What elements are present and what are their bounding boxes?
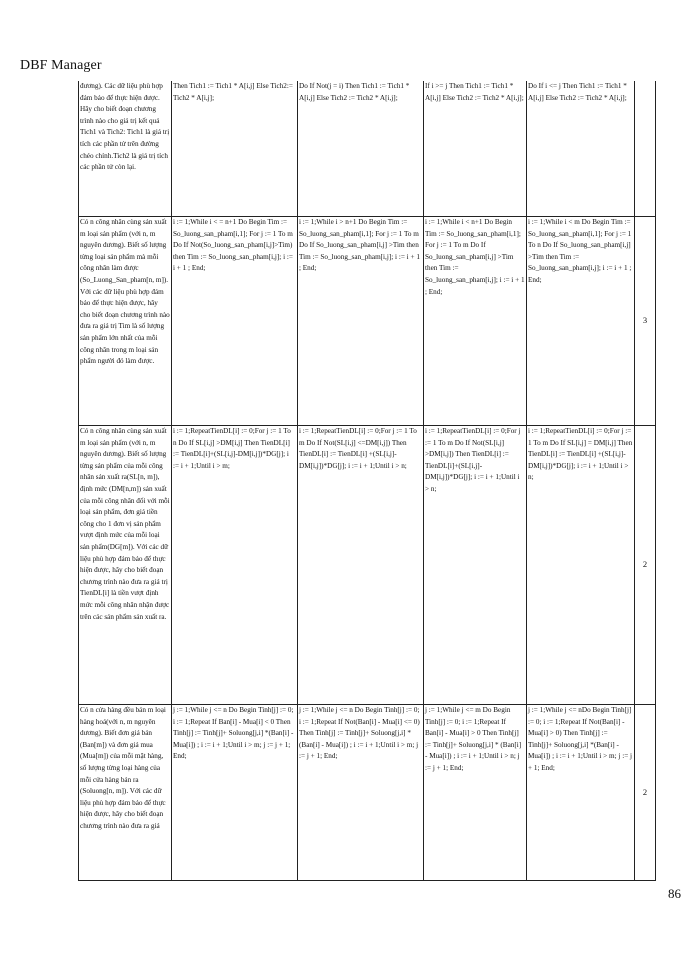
question-table [78,81,656,881]
table-row [79,81,656,217]
answer-value: 3 [642,315,648,326]
option-text: If i >= j Then Tich1 := Tich1 * A[i,j] Else Tich2 := Tich2 * A[i,j]; [425,82,524,102]
option-cell-2 [298,426,424,705]
answer-cell [635,81,656,217]
option-text: i := 1;While i < n+1 Do Begin Tim := So_luong_san_pham[i,1]; For j := 1 To m Do If So_luong_san_pham[i,j] >Tim then Tim := So_luong_san_pham[i,j]; i := i + 1 ; End; [425,218,525,296]
option-cell-4 [527,426,635,705]
option-cell-2 [298,217,424,426]
table-row [79,705,656,881]
option-text: i := 1;RepeatTienDL[i] := 0;For j := 1 To m Do If Not(SL[i,j] <=DM[i,j]) Then TienDL[i] := TienDL[i] +(SL[i,j]-DM[i,j])*DG[j]; i := i + 1;Until i > n; [299,427,417,470]
option-cell-4 [527,81,635,217]
page-number: 86 [668,886,681,901]
option-text: j := 1;While j <= m Do Begin Tinh[j] := 0; i := 1;Repeat If Ban[i] - Mua[i] > 0 Then Tinh[j] := Tinh[j]+ Soluong[j,i] * (Ban[i] - Mua[i]) ; i := i + 1;Until i > n; j := j + 1; End; [425,706,522,772]
option-text: j := 1;While j <= nDo Begin Tinh[j] := 0; i := 1;Repeat If Not(Ban[i] - Mua[i] > 0) Then Tinh[j] := Tinh[j]+ Soluong[j,i] *(Ban[i] - Mua[i]) ; i := i + 1;Until i > m; j := j + 1; End; [528,706,633,772]
app-title: DBF Manager [20,58,102,73]
option-cell-3 [424,426,527,705]
question-cell [79,705,172,881]
answer-cell [635,426,656,705]
option-cell-3 [424,217,527,426]
option-text: i := 1;While i > n+1 Do Begin Tim := So_luong_san_pham[i,1]; For j := 1 To m Do If So_luong_san_pham[i,j] >Tim then Tim := So_luong_san_pham[i,j]; i := i + 1 ; End; [299,218,420,273]
option-text: i := 1;RepeatTienDL[i] := 0;For j := 1 To m Do If SL[i,j] = DM[i,j] Then TienDL[i] := TienDL[i] +(SL[i,j]-DM[i,j])*DG[j]; i := i + 1;Until i > n; [528,427,633,482]
option-cell-2 [298,81,424,217]
question-text: Có n công nhân cùng sản xuất m loại sản phẩm (với n, m nguyên dương). Biết số lượng từng loại sản phẩm mà mỗi công nhân làm được (So_Luong_San_pham[n, m]). Với các dữ liệu phù hợp đảm bảo để thực hiện được, hãy cho biết đoạn chương trình nào đưa ra giá trị Tim là số lượng sản phẩm lớn nhất của mỗi công nhân trong m loại sản phẩm người đó làm được. [80,218,170,366]
question-cell [79,81,172,217]
question-text: Có n cửa hàng đều bán m loại hàng hoá(với n, m nguyên dương). Biết đơn giá bán (Ban[m]) và đơn giá mua (Mua[m]) của mỗi mặt hàng, số lượng từng loại hàng của mỗi cửa hàng bán ra (Soluong[n, m]). Với các dữ liệu phù hợp đảm bảo để thực hiện được, hãy cho biết đoạn chương trình nào đưa ra giá [80,706,166,830]
option-cell-2 [298,705,424,881]
option-text: j := 1;While j <= n Do Begin Tinh[j] := 0; i := 1;Repeat If Ban[i] - Mua[i] < 0 Then Tinh[j] := Tinh[j]+ Soluong[j,i] *(Ban[i] - Mua[i]) ; i := i + 1;Until i > m; j := j + 1; End; [173,706,294,761]
option-text: Then Tich1 := Tich1 * A[i,j] Else Tich2:= Tich2 * A[i,j]; [173,82,293,102]
option-text: j := 1;While j <= n Do Begin Tinh[j] := 0; i := 1;Repeat If Not(Ban[i] - Mua[i] <= 0) Then Tinh[j] := Tinh[j]+ Soluong[j,i] * (Ban[i] - Mua[i]) ; i := i + 1;Until i > m; j := j + 1; End; [299,706,420,761]
option-text: i := 1;RepeatTienDL[i] := 0;For j := 1 To n Do If SL[i,j] >DM[i,j] Then TienDL[i] := TienDL[i]+(SL[i,j]-DM[i,j])*DG[j]; i := i + 1;Until i > m; [173,427,291,470]
option-text: i := 1;While i < = n+1 Do Begin Tim := So_luong_san_pham[i,1]; For j := 1 To m Do If Not(So_luong_san_pham[i,j]>Tim) then Tim := So_luong_san_pham[i,j]; i := i + 1 ; End; [173,218,293,273]
table-row [79,217,656,426]
question-text: Có n công nhân cùng sản xuất m loại sản phẩm (với n, m nguyên dương). Biết số lượng từng sản phẩm của mỗi công nhân sản xuất ra(SL[n, m]), định mức (DM[n,m]) sản xuất của mỗi công nhân đối với mỗi loại sản phẩm, đơn giá tiền công cho 1 đơn vị sản phẩm vượt định mức của mỗi loại sản phẩm(DG[m]). Với các dữ liệu phù hợp đảm bảo để thực hiện được, hãy cho biết đoạn chương trình nào đưa ra giá trị TienDL[i] là tiền vượt định mức mỗi công nhân nhận được trên các sản phẩm sản xuất ra. [80,427,170,621]
question-cell [79,217,172,426]
option-text: Do If i <= j Then Tich1 := Tich1 * A[i,j] Else Tich2 := Tich2 * A[i,j]; [528,82,627,102]
option-text: i := 1;While i < m Do Begin Tim := So_luong_san_pham[i,1]; For j := 1 To n Do If So_luong_san_pham[i,j] >Tim then Tim := So_luong_san_pham[i,j]; i := i + 1 ; End; [528,218,632,284]
option-cell-3 [424,81,527,217]
question-cell [79,426,172,705]
answer-cell [635,705,656,881]
question-text: đương). Các dữ liệu phù hợp đảm bảo để thực hiện được. Hãy cho biết đoạn chương trình nào cho giá trị kết quả Tich1 và Tich2: Tich1 là giá trị tích các phần tử trên đường chéo chính.Tich2 là giá trị tích các phần tử còn lại. [80,82,170,172]
option-text: i := 1;RepeatTienDL[i] := 0;For j := 1 To m Do If Not(SL[i,j] >DM[i,j]) Then TienDL[i] := TienDL[i]+(SL[i,j]-DM[i,j])*DG[j]; i := i + 1;Until i > n; [425,427,521,493]
option-cell-4 [527,217,635,426]
table-row [79,426,656,705]
answer-value: 2 [642,786,648,797]
option-cell-1 [172,426,298,705]
option-cell-3 [424,705,527,881]
option-cell-1 [172,217,298,426]
answer-cell [635,217,656,426]
option-text: Do If Not(j = i) Then Tich1 := Tich1 * A[i,j] Else Tich2 := Tich2 * A[i,j]; [299,82,410,102]
option-cell-1 [172,81,298,217]
option-cell-4 [527,705,635,881]
option-cell-1 [172,705,298,881]
answer-value: 2 [642,559,648,570]
